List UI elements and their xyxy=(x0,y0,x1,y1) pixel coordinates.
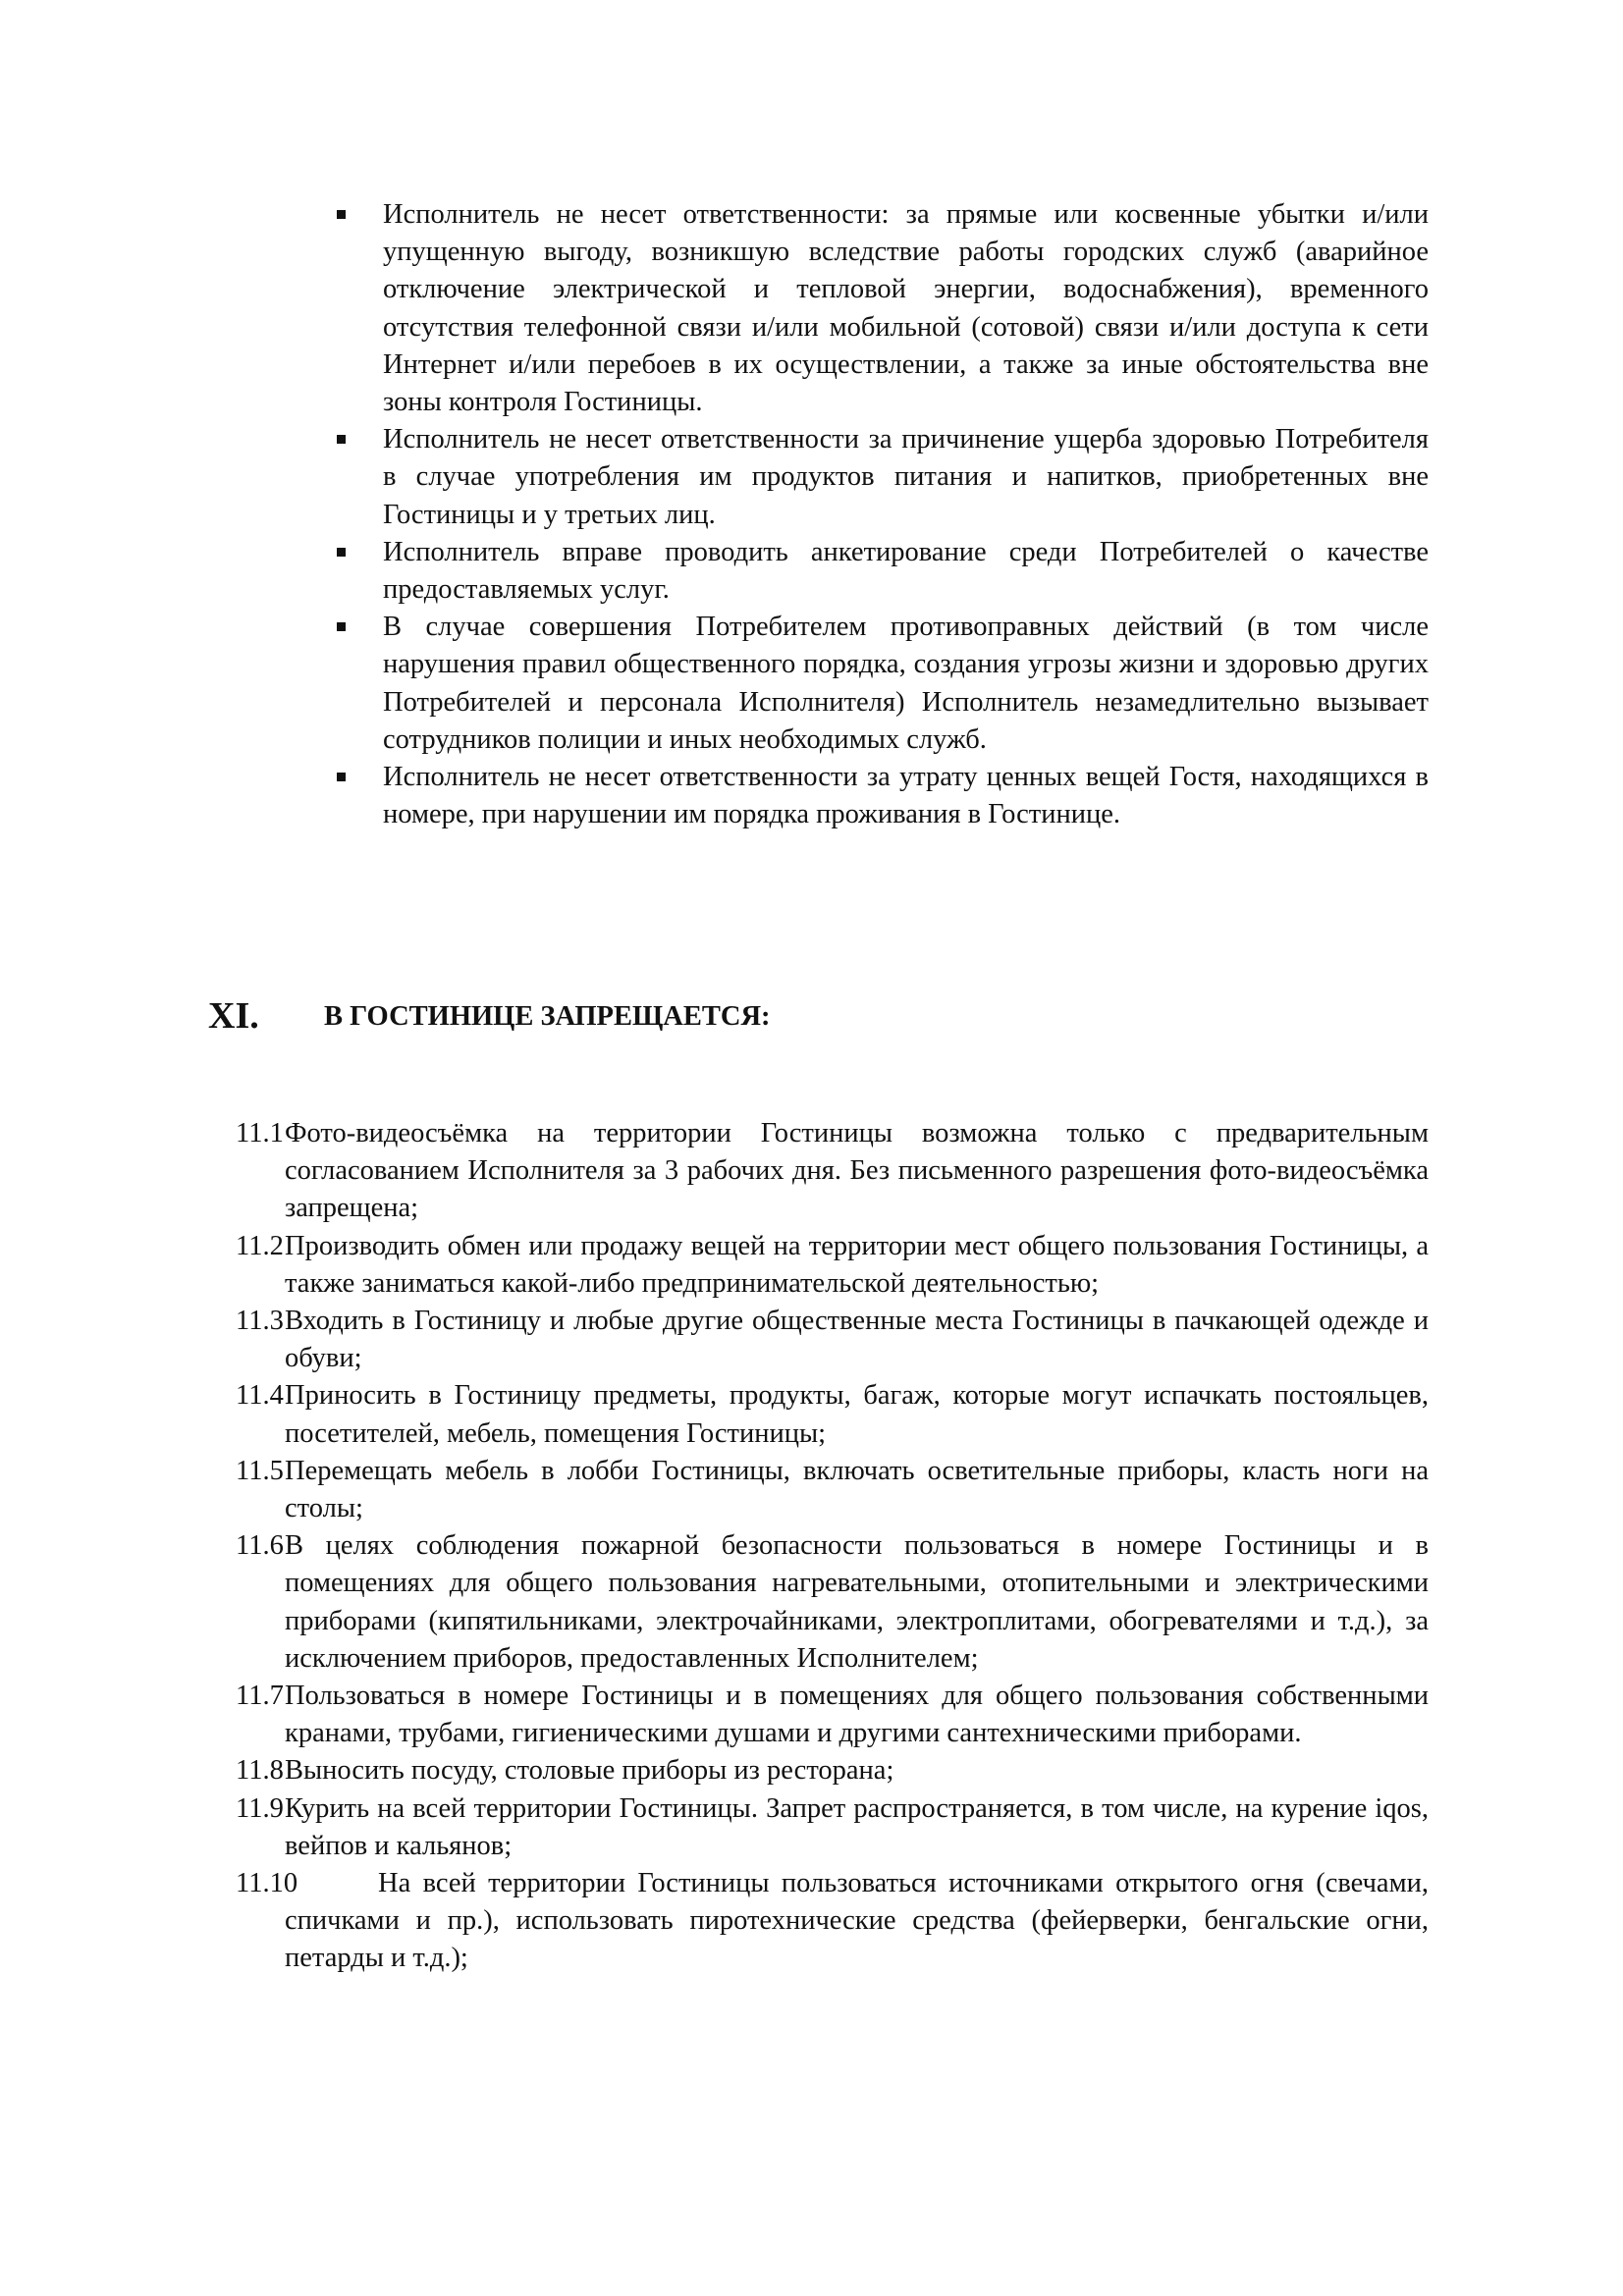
list-item xyxy=(236,1865,1429,1978)
square-bullet-icon xyxy=(337,548,346,557)
bullet-item xyxy=(329,759,1429,833)
item-number: 11.7 xyxy=(236,1681,284,1712)
list-item xyxy=(236,1453,1429,1527)
item-number: 11.1 xyxy=(236,1118,284,1148)
item-text: Приносить в Гостиницу предметы, продукты, багаж, которые могут испачкать постояльцев, посетителей, мебель, помещения Гостиницы; xyxy=(285,1380,1429,1449)
list-item xyxy=(236,1790,1429,1865)
list-item xyxy=(236,1115,1429,1228)
item-number: 11.4 xyxy=(236,1380,284,1412)
list-item xyxy=(236,1527,1429,1678)
item-text: Производить обмен или продажу вещей на территории мест общего пользования Гостиницы, а также заниматься какой-либо предпринимательской деятельностью; xyxy=(285,1230,1429,1299)
list-item xyxy=(236,1377,1429,1452)
bullet-text: Исполнитель не несет ответственности за причинение ущерба здоровью Потребителя в случае употребления им продуктов питания и напитков, приобретенных вне Гостиницы и у третьих лиц. xyxy=(383,424,1429,530)
item-number: 11.5 xyxy=(236,1455,284,1486)
prohibitions-list xyxy=(236,1115,1429,1978)
liability-bullet-list xyxy=(329,196,1429,833)
bullet-item xyxy=(329,196,1429,421)
list-item xyxy=(236,1678,1429,1752)
square-bullet-icon xyxy=(337,622,346,631)
item-text: Курить на всей территории Гостиницы. Запрет распространяется, в том числе, на курение iqos, вейпов и кальянов; xyxy=(285,1792,1429,1861)
bullet-item xyxy=(329,534,1429,609)
section-heading xyxy=(208,991,1386,1041)
list-item xyxy=(236,1303,1429,1377)
list-item xyxy=(236,1228,1429,1303)
item-text: Входить в Гостиницу и любые другие общественные места Гостиницы в пачкающей одежде и обуви; xyxy=(285,1306,1429,1374)
bullet-text: Исполнитель вправе проводить анкетирование среди Потребителей о качестве предоставляемых услуг. xyxy=(383,536,1429,606)
bullet-item xyxy=(329,421,1429,534)
section-number: XI. xyxy=(208,995,259,1037)
square-bullet-icon xyxy=(337,435,346,444)
section-title: В ГОСТИНИЦЕ ЗАПРЕЩАЕТСЯ: xyxy=(324,1001,771,1032)
item-text: Выносить посуду, столовые приборы из ресторана; xyxy=(285,1755,894,1787)
bullet-text: Исполнитель не несет ответственности: за прямые или косвенные убытки и/или упущенную выгоду, возникшую вследствие работы городских служб (аварийное отключение электрической и тепловой энергии, водоснабжения), временного отсутствия телефонной связи и/или мобильной (сотовой) связи и/или доступа к сети Интернет и/или перебоев в их осуществлении, а также за иные обстоятельства вне зоны контроля Гостиницы. xyxy=(383,199,1429,418)
item-text: В целях соблюдения пожарной безопасности пользоваться в номере Гостиницы и в помещениях для общего пользования нагревательными, отопительными и электрическими приборами (кипятильниками, электрочайниками, электроплитами, обогревателями и т.д.), за исключением приборов, предоставленных Исполнителем; xyxy=(285,1530,1429,1674)
square-bullet-icon xyxy=(337,210,346,219)
bullet-text: В случае совершения Потребителем противоправных действий (в том числе нарушения правил общественного порядка, создания угрозы жизни и здоровью других Потребителей и персонала Исполнителя) Исполнитель незамедлительно вызывает сотрудников полиции и иных необходимых служб. xyxy=(383,612,1429,755)
bullet-text: Исполнитель не несет ответственности за утрату ценных вещей Гостя, находящихся в номере, при нарушении им порядка проживания в Гостинице. xyxy=(383,762,1429,830)
item-number: 11.6 xyxy=(236,1530,284,1562)
item-number: 11.9 xyxy=(236,1792,284,1824)
item-number: 11.10 xyxy=(236,1868,298,1899)
item-text: Пользоваться в номере Гостиницы и в помещениях для общего пользования собственными кранами, трубами, гигиеническими душами и другими сантехническими приборами. xyxy=(285,1681,1429,1749)
list-item xyxy=(236,1752,1429,1789)
item-text: На всей территории Гостиницы пользоваться источниками открытого огня (свечами, спичками и пр.), использовать пиротехнические средства (фейерверки, бенгальские огни, петарды и т.д.); xyxy=(285,1868,1429,1974)
item-text: Перемещать мебель в лобби Гостиницы, включать осветительные приборы, класть ноги на столы; xyxy=(285,1455,1429,1524)
item-number: 11.2 xyxy=(236,1230,284,1261)
item-text: Фото-видеосъёмка на территории Гостиницы возможна только с предварительным согласованием Исполнителя за 3 рабочих дня. Без письменного разрешения фото-видеосъёмка запрещена; xyxy=(285,1118,1429,1224)
square-bullet-icon xyxy=(337,773,346,781)
item-number: 11.3 xyxy=(236,1306,284,1337)
item-number: 11.8 xyxy=(236,1755,284,1787)
bullet-item xyxy=(329,609,1429,759)
